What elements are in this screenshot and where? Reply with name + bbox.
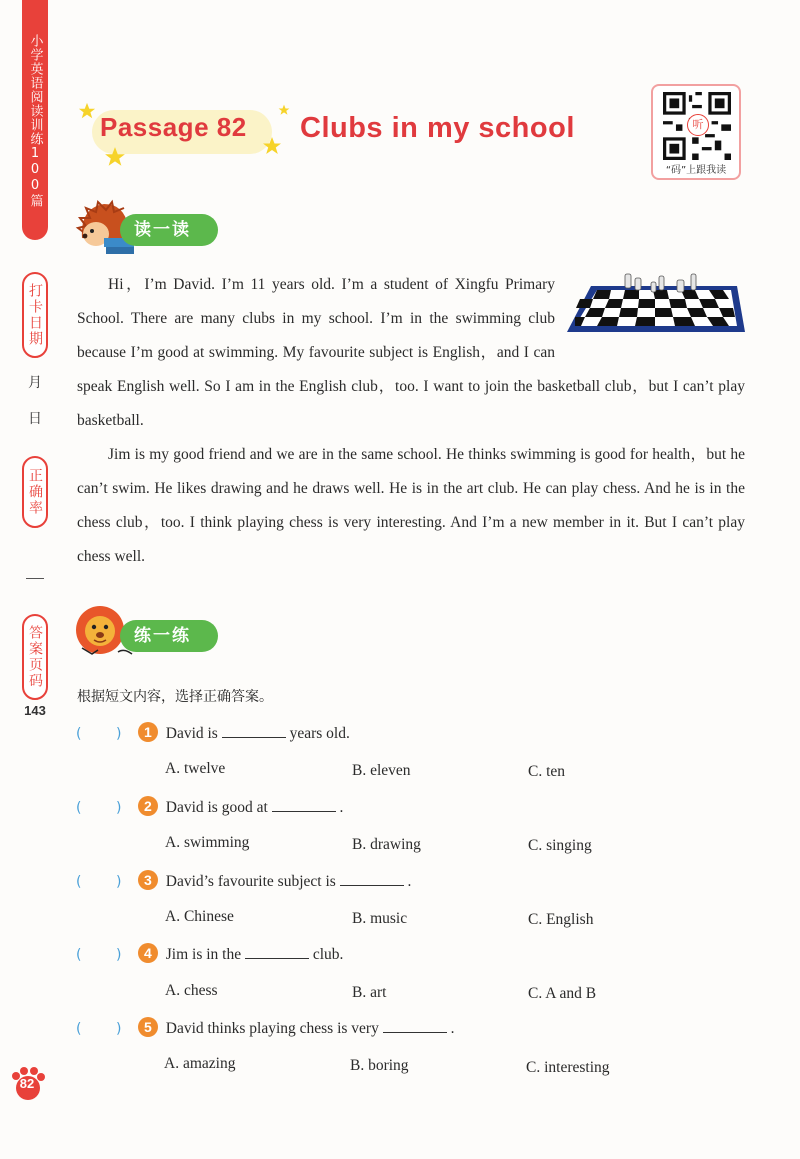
star-icon (78, 102, 96, 120)
left-sidebar (0, 0, 50, 1159)
question-number: 2 (138, 796, 158, 816)
answer-blank (383, 1019, 447, 1033)
accuracy-blank-line (26, 578, 44, 579)
question-text-before: Jim is in the (165, 946, 242, 963)
option-c[interactable]: C. A and B (528, 985, 597, 1002)
qr-caption: “码”上跟我读 (665, 165, 727, 176)
option-a[interactable]: A. twelve (165, 760, 226, 777)
passage-paragraph-2: Jim is my good friend and we are in the same school. He thinks swimming is good for health，but he can’t swim. He likes drawing and he draws well. He is in the art club. He can play chess. And he is in the chess club，too. I think playing chess is very interesting. And I’m a new member in it. But I can’t play chess well. (77, 446, 745, 565)
option-b[interactable]: B. art (352, 984, 387, 1001)
question-number: 5 (138, 1017, 158, 1037)
practice-section-label: 练一练 (120, 620, 218, 652)
answer-page-label: 答案页码 (22, 614, 48, 700)
answer-paren-open[interactable]: ( (76, 800, 82, 816)
practice-instruction: 根据短文内容，选择正确答案。 (77, 689, 273, 705)
question-text-before: David’s favourite subject is (165, 873, 336, 890)
question-5 (76, 1017, 454, 1041)
answer-paren-open[interactable]: ( (76, 874, 82, 890)
question-1 (76, 722, 350, 746)
question-number: 1 (138, 722, 158, 742)
question-text-after: . (339, 799, 344, 816)
question-4 (76, 943, 343, 967)
option-b[interactable]: B. boring (350, 1057, 409, 1074)
answer-paren-open[interactable]: ( (76, 1021, 82, 1037)
question-text-before: David is good at (165, 799, 268, 816)
listen-badge: 听 (687, 114, 709, 136)
option-b[interactable]: B. drawing (352, 836, 421, 853)
answer-paren-open[interactable]: ( (76, 947, 82, 963)
question-number: 4 (138, 943, 158, 963)
question-2 (76, 796, 343, 820)
answer-page-number: 143 (24, 703, 46, 718)
qr-code[interactable] (651, 84, 741, 180)
question-3 (76, 870, 411, 894)
practice-section-header (74, 604, 234, 662)
option-c[interactable]: C. ten (528, 763, 566, 780)
question-text-before: David thinks playing chess is very (165, 1020, 379, 1037)
option-c[interactable]: C. interesting (526, 1059, 610, 1076)
chess-board-image (567, 272, 745, 338)
accuracy-label: 正确率 (22, 456, 48, 528)
answer-blank (245, 945, 309, 959)
answer-paren-close[interactable]: ) (116, 800, 122, 816)
question-text-before: David is (165, 725, 218, 742)
question-number: 3 (138, 870, 158, 890)
day-label: 日 (28, 411, 42, 427)
option-a[interactable]: A. swimming (165, 834, 250, 851)
page-title: Clubs in my school (300, 112, 575, 144)
reading-passage (77, 268, 745, 574)
answer-paren-open[interactable]: ( (76, 726, 82, 742)
checkin-date-label: 打卡日期 (22, 272, 48, 358)
answer-blank (340, 872, 404, 886)
passage-paragraph-1-text: Hi，I’m David. I’m 11 years old. I’m a student of Xingfu Primary School. There are many clubs in my school. I’m in the swimming club because I’m good at swimming. My favourite subject is English，and I can speak English well. So I am in the English club，too. I want to join the basketball club，but I can’t play basketball. (77, 276, 745, 429)
option-c[interactable]: C. singing (528, 837, 592, 854)
answer-paren-close[interactable]: ) (116, 947, 122, 963)
star-icon (278, 104, 290, 116)
question-text-after: . (450, 1020, 455, 1037)
answer-paren-close[interactable]: ) (116, 1021, 122, 1037)
option-b[interactable]: B. eleven (352, 762, 411, 779)
question-text-after: . (407, 873, 412, 890)
question-text-after: club. (312, 946, 344, 963)
passage-paragraph-1 (77, 268, 745, 438)
reading-section-header (74, 198, 234, 256)
option-a[interactable]: A. chess (165, 982, 218, 999)
month-label: 月 (28, 375, 42, 391)
passage-header (78, 100, 638, 170)
answer-paren-close[interactable]: ) (116, 726, 122, 742)
star-icon (262, 136, 282, 156)
reading-section-label: 读一读 (120, 214, 218, 246)
option-a[interactable]: A. amazing (164, 1055, 236, 1072)
option-a[interactable]: A. Chinese (165, 908, 234, 925)
option-b[interactable]: B. music (352, 910, 408, 927)
answer-paren-close[interactable]: ) (116, 874, 122, 890)
page-number: 82 (19, 1076, 35, 1091)
star-icon (104, 146, 126, 168)
series-title: 小学英语阅读训练100篇 (22, 0, 48, 240)
passage-number: Passage 82 (100, 112, 247, 142)
answer-blank (272, 798, 336, 812)
question-text-after: years old. (289, 725, 350, 742)
answer-blank (222, 724, 286, 738)
option-c[interactable]: C. English (528, 911, 594, 928)
